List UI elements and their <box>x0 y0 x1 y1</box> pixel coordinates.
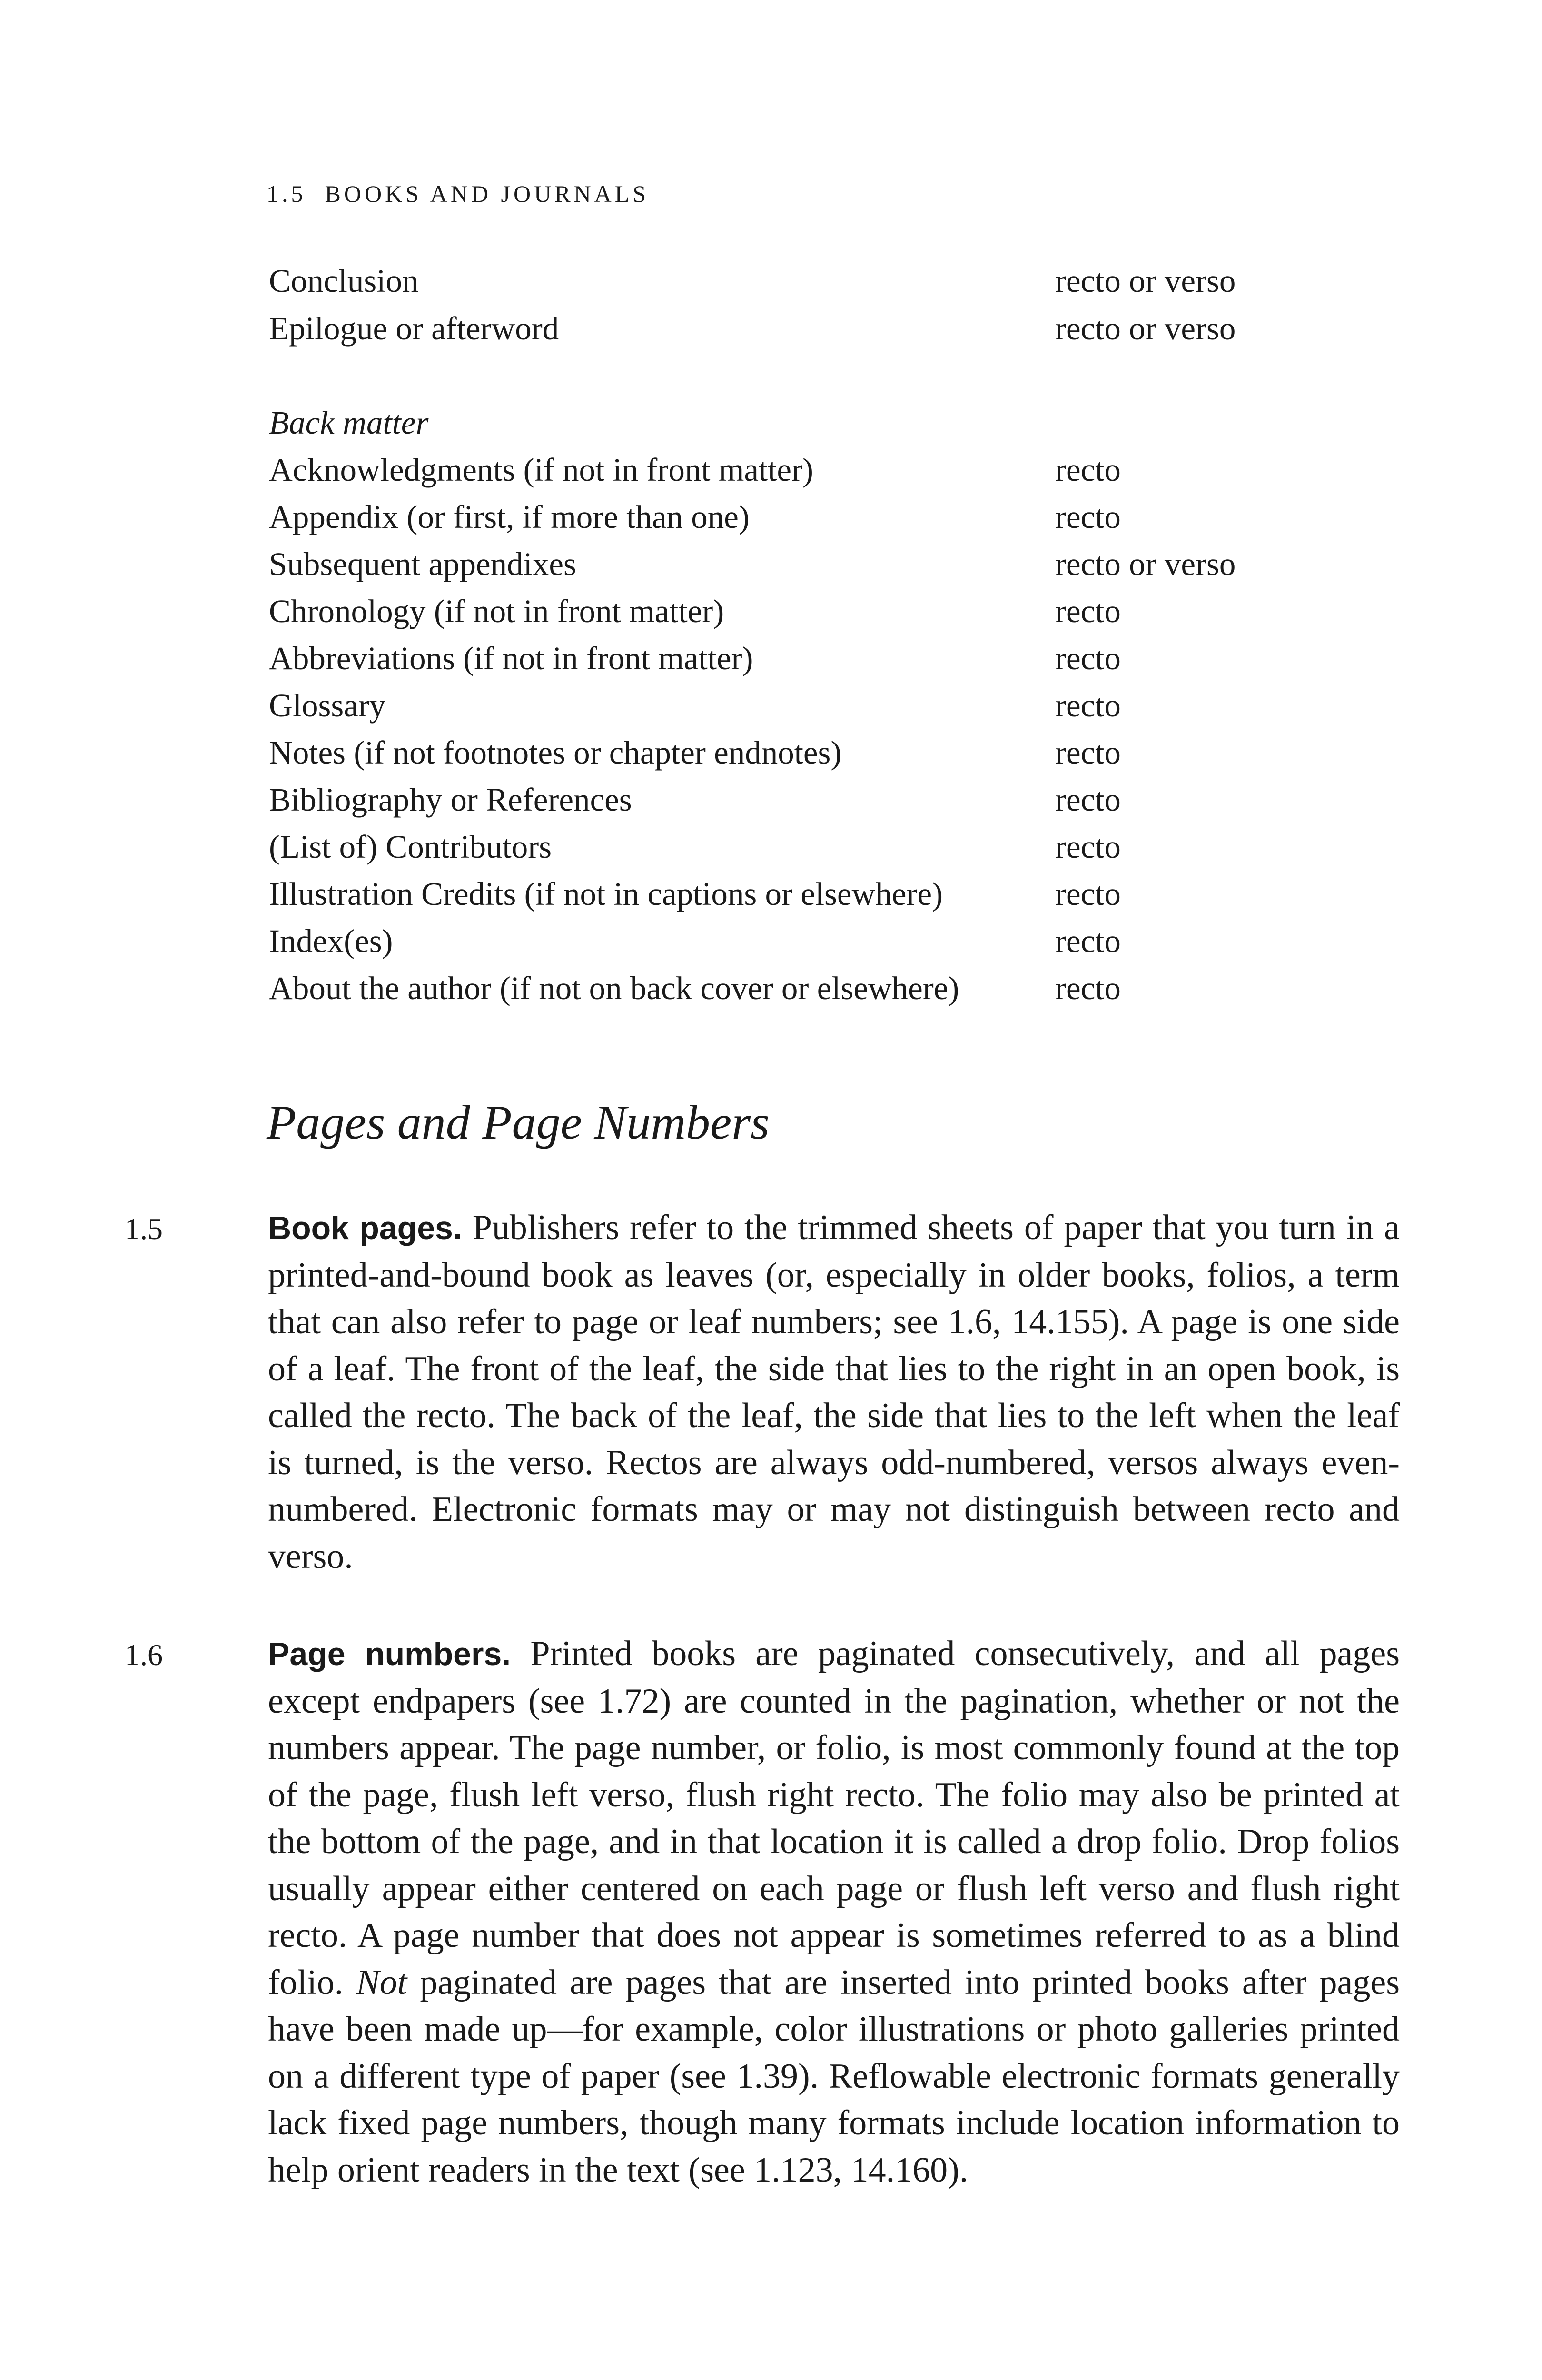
element-placement: recto <box>1055 640 1121 676</box>
section-heading: Pages and Page Numbers <box>267 1096 770 1150</box>
element-placement: recto <box>1055 687 1121 724</box>
paragraph-lead: Page numbers. <box>268 1636 511 1672</box>
element-name: Glossary <box>269 687 386 724</box>
element-name: Index(es) <box>269 923 393 959</box>
paragraph-lead: Book pages. <box>268 1210 462 1246</box>
paragraph-text: paginated are pages that are inserted into printed books after pages have been made up—for example, color illustrations or photo galleries printed on a different type of paper (see 1.39). Reflowable electronic formats generally lack fixed page numbers, though many formats include location information to help orient readers in the text (see 1.123, 14.160). <box>268 1963 1400 2190</box>
paragraph-text: Printed books are paginated consecutively, and all pages except endpapers (see 1.72) are counted in the pagination, whether or not the numbers appear. The page number, or folio, is most commonly found at the top of the page, flush left verso, flush right recto. The folio may also be printed at the bottom of the page, and in that location it is called a drop folio. Drop folios usually appear either centered on each page or flush left verso and flush right recto. A page number that does not appear is sometimes referred to as a blind folio. <box>268 1634 1400 2002</box>
element-name: Chronology (if not in front matter) <box>269 593 724 629</box>
paragraph-page-numbers <box>268 1630 1400 2193</box>
running-head <box>267 180 649 208</box>
element-name: Subsequent appendixes <box>269 546 576 582</box>
element-placement: recto or verso <box>1055 546 1236 582</box>
element-placement: recto <box>1055 499 1121 535</box>
element-name: Epilogue or afterword <box>269 310 559 347</box>
paragraph-emphasis: Not <box>356 1963 407 2002</box>
paragraph-number: 1.6 <box>125 1638 163 1672</box>
element-name: Conclusion <box>269 263 419 299</box>
element-placement: recto <box>1055 876 1121 912</box>
element-name: (List of) Contributors <box>269 829 552 865</box>
element-placement: recto <box>1055 593 1121 629</box>
element-placement: recto <box>1055 782 1121 818</box>
element-placement: recto <box>1055 452 1121 488</box>
element-name: Abbreviations (if not in front matter) <box>269 640 753 676</box>
element-placement: recto or verso <box>1055 263 1236 299</box>
element-name: Illustration Credits (if not in captions or elsewhere) <box>269 876 943 912</box>
paragraph-text: Publishers refer to the trimmed sheets of paper that you turn in a printed-and-bound book as leaves (or, especially in older books, folios, a term that can also refer to page or leaf numbers; see 1.6, 14.155). A page is one side of a leaf. The front of the leaf, the side that lies to the right in an open book, is called the recto. The back of the leaf, the side that lies to the left when the leaf is turned, is the verso. Rectos are always odd-numbered, versos always even-numbered. Electronic formats may or may not distinguish between recto and verso. <box>268 1208 1400 1576</box>
element-name: Notes (if not footnotes or chapter endnotes) <box>269 734 842 771</box>
element-placement: recto <box>1055 734 1121 771</box>
element-placement: recto <box>1055 970 1121 1006</box>
running-head-title: BOOKS AND JOURNALS <box>325 180 650 207</box>
element-name: Acknowledgments (if not in front matter) <box>269 452 813 488</box>
paragraph-number: 1.5 <box>125 1212 163 1246</box>
back-matter-heading: Back matter <box>269 405 429 441</box>
element-placement: recto <box>1055 829 1121 865</box>
element-placement: recto <box>1055 923 1121 959</box>
element-name: Appendix (or first, if more than one) <box>269 499 750 535</box>
element-placement: recto or verso <box>1055 310 1236 347</box>
element-name: Bibliography or References <box>269 782 632 818</box>
element-name: About the author (if not on back cover or elsewhere) <box>269 970 959 1006</box>
running-head-section: 1.5 <box>267 180 306 207</box>
paragraph-book-pages <box>268 1204 1400 1580</box>
